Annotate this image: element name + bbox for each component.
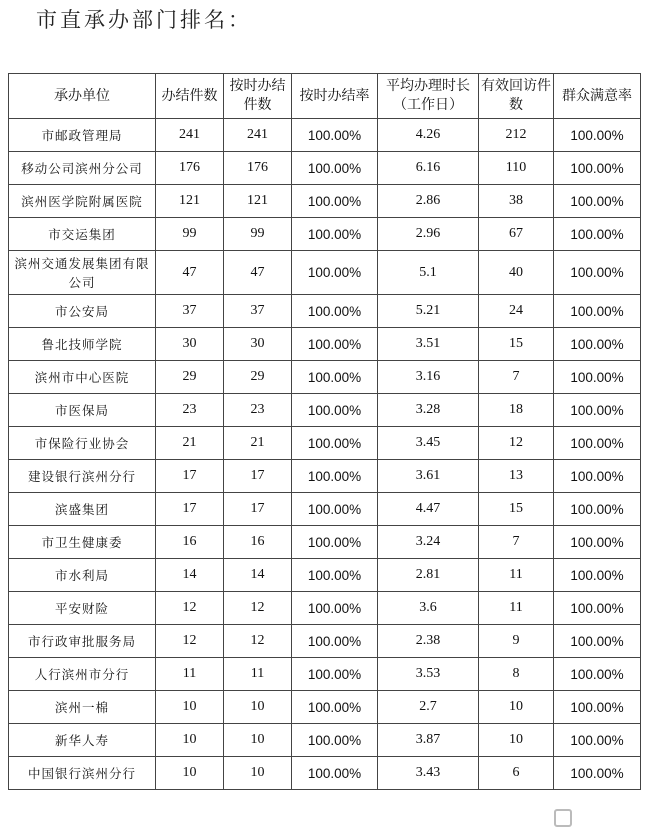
unit-cell: 移动公司滨州分公司 bbox=[9, 152, 156, 185]
ontime-count-cell: 12 bbox=[224, 592, 292, 625]
ontime-count-cell: 12 bbox=[224, 625, 292, 658]
avg-duration-cell: 5.1 bbox=[378, 251, 479, 295]
unit-cell: 市水利局 bbox=[9, 559, 156, 592]
unit-cell: 市卫生健康委 bbox=[9, 526, 156, 559]
satisfaction-cell: 100.00% bbox=[554, 119, 641, 152]
completed-cell: 17 bbox=[156, 493, 224, 526]
satisfaction-cell: 100.00% bbox=[554, 328, 641, 361]
avg-duration-cell: 3.61 bbox=[378, 460, 479, 493]
completed-cell: 99 bbox=[156, 218, 224, 251]
ontime-count-cell: 14 bbox=[224, 559, 292, 592]
ontime-count-cell: 99 bbox=[224, 218, 292, 251]
ontime-rate-cell: 100.00% bbox=[292, 526, 378, 559]
page-title: 市直承办部门排名： bbox=[36, 8, 252, 32]
unit-cell: 滨州医学院附属医院 bbox=[9, 185, 156, 218]
completed-cell: 29 bbox=[156, 361, 224, 394]
avg-duration-cell: 3.6 bbox=[378, 592, 479, 625]
unit-cell: 市行政审批服务局 bbox=[9, 625, 156, 658]
unit-cell: 平安财险 bbox=[9, 592, 156, 625]
ontime-count-cell: 241 bbox=[224, 119, 292, 152]
completed-cell: 241 bbox=[156, 119, 224, 152]
completed-cell: 37 bbox=[156, 295, 224, 328]
avg-duration-cell: 2.81 bbox=[378, 559, 479, 592]
unit-cell: 中国银行滨州分行 bbox=[9, 757, 156, 790]
unit-cell: 市邮政管理局 bbox=[9, 119, 156, 152]
satisfaction-cell: 100.00% bbox=[554, 218, 641, 251]
ontime-rate-cell: 100.00% bbox=[292, 658, 378, 691]
completed-cell: 23 bbox=[156, 394, 224, 427]
ontime-rate-cell: 100.00% bbox=[292, 185, 378, 218]
revisit-cell: 40 bbox=[479, 251, 554, 295]
table-row bbox=[9, 218, 641, 251]
table-row bbox=[9, 427, 641, 460]
ontime-rate-cell: 100.00% bbox=[292, 460, 378, 493]
ontime-count-cell: 21 bbox=[224, 427, 292, 460]
table-row bbox=[9, 658, 641, 691]
table-row bbox=[9, 460, 641, 493]
completed-cell: 11 bbox=[156, 658, 224, 691]
satisfaction-cell: 100.00% bbox=[554, 724, 641, 757]
satisfaction-cell: 100.00% bbox=[554, 460, 641, 493]
avg-duration-cell: 3.28 bbox=[378, 394, 479, 427]
ontime-rate-cell: 100.00% bbox=[292, 592, 378, 625]
avg-duration-cell: 6.16 bbox=[378, 152, 479, 185]
avg-duration-cell: 3.51 bbox=[378, 328, 479, 361]
revisit-cell: 6 bbox=[479, 757, 554, 790]
ontime-count-cell: 11 bbox=[224, 658, 292, 691]
avg-duration-cell: 3.53 bbox=[378, 658, 479, 691]
ontime-rate-cell: 100.00% bbox=[292, 625, 378, 658]
ontime-rate-cell: 100.00% bbox=[292, 394, 378, 427]
unit-cell: 滨盛集团 bbox=[9, 493, 156, 526]
revisit-cell: 15 bbox=[479, 493, 554, 526]
satisfaction-cell: 100.00% bbox=[554, 526, 641, 559]
ontime-count-cell: 10 bbox=[224, 691, 292, 724]
revisit-cell: 8 bbox=[479, 658, 554, 691]
ontime-count-cell: 10 bbox=[224, 757, 292, 790]
unit-cell: 市公安局 bbox=[9, 295, 156, 328]
table-header-row bbox=[9, 74, 641, 119]
revisit-cell: 7 bbox=[479, 361, 554, 394]
revisit-cell: 110 bbox=[479, 152, 554, 185]
unit-cell: 滨州一棉 bbox=[9, 691, 156, 724]
satisfaction-cell: 100.00% bbox=[554, 493, 641, 526]
ontime-count-cell: 121 bbox=[224, 185, 292, 218]
table-row bbox=[9, 757, 641, 790]
avg-duration-cell: 5.21 bbox=[378, 295, 479, 328]
ontime-rate-cell: 100.00% bbox=[292, 218, 378, 251]
satisfaction-cell: 100.00% bbox=[554, 757, 641, 790]
unit-cell: 建设银行滨州分行 bbox=[9, 460, 156, 493]
avg-duration-cell: 4.26 bbox=[378, 119, 479, 152]
ontime-count-cell: 16 bbox=[224, 526, 292, 559]
table-row bbox=[9, 295, 641, 328]
revisit-cell: 11 bbox=[479, 559, 554, 592]
ontime-count-cell: 23 bbox=[224, 394, 292, 427]
satisfaction-cell: 100.00% bbox=[554, 625, 641, 658]
avg-duration-cell: 2.38 bbox=[378, 625, 479, 658]
satisfaction-cell: 100.00% bbox=[554, 427, 641, 460]
revisit-cell: 9 bbox=[479, 625, 554, 658]
completed-cell: 10 bbox=[156, 691, 224, 724]
ontime-rate-cell: 100.00% bbox=[292, 328, 378, 361]
completed-cell: 47 bbox=[156, 251, 224, 295]
satisfaction-cell: 100.00% bbox=[554, 361, 641, 394]
completed-cell: 121 bbox=[156, 185, 224, 218]
table-row bbox=[9, 724, 641, 757]
avg-duration-cell: 2.86 bbox=[378, 185, 479, 218]
revisit-cell: 7 bbox=[479, 526, 554, 559]
avg-duration-cell: 3.16 bbox=[378, 361, 479, 394]
satisfaction-cell: 100.00% bbox=[554, 592, 641, 625]
satisfaction-cell: 100.00% bbox=[554, 658, 641, 691]
completed-cell: 16 bbox=[156, 526, 224, 559]
header-ontime-count: 按时办结件数 bbox=[224, 74, 292, 119]
header-unit: 承办单位 bbox=[9, 74, 156, 119]
unit-cell: 市保险行业协会 bbox=[9, 427, 156, 460]
revisit-cell: 13 bbox=[479, 460, 554, 493]
watermark-logo-icon bbox=[554, 809, 572, 827]
table-row bbox=[9, 361, 641, 394]
revisit-cell: 15 bbox=[479, 328, 554, 361]
completed-cell: 14 bbox=[156, 559, 224, 592]
completed-cell: 12 bbox=[156, 625, 224, 658]
satisfaction-cell: 100.00% bbox=[554, 251, 641, 295]
completed-cell: 10 bbox=[156, 757, 224, 790]
table-row bbox=[9, 592, 641, 625]
unit-cell: 市交运集团 bbox=[9, 218, 156, 251]
satisfaction-cell: 100.00% bbox=[554, 691, 641, 724]
unit-cell: 滨州市中心医院 bbox=[9, 361, 156, 394]
ontime-count-cell: 47 bbox=[224, 251, 292, 295]
ontime-count-cell: 30 bbox=[224, 328, 292, 361]
table-row bbox=[9, 691, 641, 724]
satisfaction-cell: 100.00% bbox=[554, 394, 641, 427]
ranking-table bbox=[8, 73, 641, 790]
header-ontime-rate: 按时办结率 bbox=[292, 74, 378, 119]
unit-cell: 滨州交通发展集团有限公司 bbox=[9, 251, 156, 295]
table-row bbox=[9, 559, 641, 592]
revisit-cell: 18 bbox=[479, 394, 554, 427]
satisfaction-cell: 100.00% bbox=[554, 559, 641, 592]
ontime-rate-cell: 100.00% bbox=[292, 724, 378, 757]
satisfaction-cell: 100.00% bbox=[554, 152, 641, 185]
ontime-rate-cell: 100.00% bbox=[292, 119, 378, 152]
ontime-rate-cell: 100.00% bbox=[292, 295, 378, 328]
ontime-rate-cell: 100.00% bbox=[292, 559, 378, 592]
header-avg-duration: 平均办理时长（工作日） bbox=[378, 74, 479, 119]
table-row bbox=[9, 251, 641, 295]
ontime-count-cell: 29 bbox=[224, 361, 292, 394]
ontime-rate-cell: 100.00% bbox=[292, 493, 378, 526]
satisfaction-cell: 100.00% bbox=[554, 185, 641, 218]
header-revisit: 有效回访件数 bbox=[479, 74, 554, 119]
ontime-rate-cell: 100.00% bbox=[292, 757, 378, 790]
ontime-rate-cell: 100.00% bbox=[292, 691, 378, 724]
unit-cell: 鲁北技师学院 bbox=[9, 328, 156, 361]
completed-cell: 10 bbox=[156, 724, 224, 757]
table-row bbox=[9, 526, 641, 559]
revisit-cell: 10 bbox=[479, 724, 554, 757]
avg-duration-cell: 3.24 bbox=[378, 526, 479, 559]
revisit-cell: 10 bbox=[479, 691, 554, 724]
completed-cell: 30 bbox=[156, 328, 224, 361]
unit-cell: 人行滨州市分行 bbox=[9, 658, 156, 691]
header-completed: 办结件数 bbox=[156, 74, 224, 119]
ontime-count-cell: 176 bbox=[224, 152, 292, 185]
completed-cell: 176 bbox=[156, 152, 224, 185]
revisit-cell: 24 bbox=[479, 295, 554, 328]
completed-cell: 12 bbox=[156, 592, 224, 625]
ontime-rate-cell: 100.00% bbox=[292, 251, 378, 295]
ontime-count-cell: 10 bbox=[224, 724, 292, 757]
completed-cell: 21 bbox=[156, 427, 224, 460]
revisit-cell: 67 bbox=[479, 218, 554, 251]
revisit-cell: 38 bbox=[479, 185, 554, 218]
unit-cell: 市医保局 bbox=[9, 394, 156, 427]
revisit-cell: 12 bbox=[479, 427, 554, 460]
table-row bbox=[9, 185, 641, 218]
ontime-count-cell: 17 bbox=[224, 493, 292, 526]
ontime-rate-cell: 100.00% bbox=[292, 361, 378, 394]
satisfaction-cell: 100.00% bbox=[554, 295, 641, 328]
watermark bbox=[554, 809, 642, 829]
ontime-rate-cell: 100.00% bbox=[292, 152, 378, 185]
table-row bbox=[9, 493, 641, 526]
avg-duration-cell: 2.7 bbox=[378, 691, 479, 724]
avg-duration-cell: 4.47 bbox=[378, 493, 479, 526]
ontime-rate-cell: 100.00% bbox=[292, 427, 378, 460]
table-row bbox=[9, 394, 641, 427]
unit-cell: 新华人寿 bbox=[9, 724, 156, 757]
avg-duration-cell: 3.87 bbox=[378, 724, 479, 757]
header-satisfaction: 群众满意率 bbox=[554, 74, 641, 119]
table-row bbox=[9, 152, 641, 185]
avg-duration-cell: 3.43 bbox=[378, 757, 479, 790]
table-row bbox=[9, 328, 641, 361]
table-row bbox=[9, 119, 641, 152]
revisit-cell: 212 bbox=[479, 119, 554, 152]
ontime-count-cell: 17 bbox=[224, 460, 292, 493]
avg-duration-cell: 3.45 bbox=[378, 427, 479, 460]
revisit-cell: 11 bbox=[479, 592, 554, 625]
avg-duration-cell: 2.96 bbox=[378, 218, 479, 251]
ontime-count-cell: 37 bbox=[224, 295, 292, 328]
table-row bbox=[9, 625, 641, 658]
completed-cell: 17 bbox=[156, 460, 224, 493]
